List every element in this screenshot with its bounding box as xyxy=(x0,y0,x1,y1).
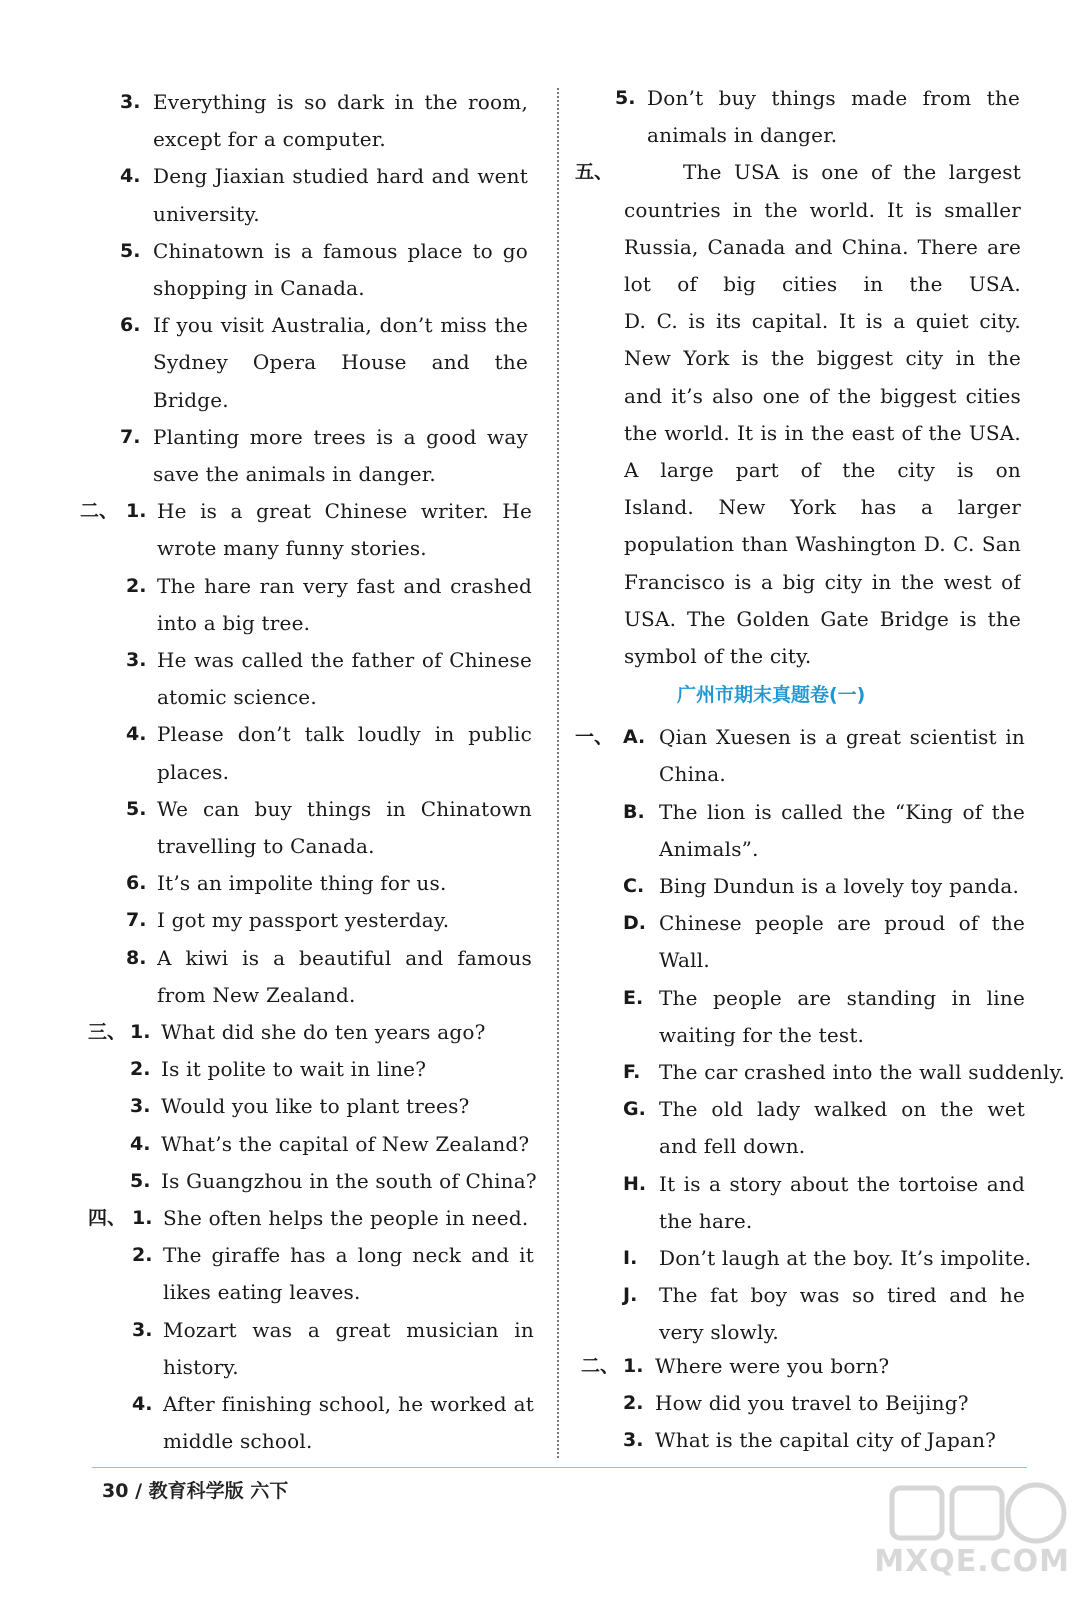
footer-rule xyxy=(92,1467,1027,1468)
section-label: 五、 xyxy=(575,161,614,184)
answer-line: If you visit Australia, don’t miss the xyxy=(153,313,528,338)
answer-line: wrote many funny stories. xyxy=(157,536,427,561)
answer-line: What did she do ten years ago? xyxy=(161,1020,486,1044)
answer-line: After finishing school, he worked at xyxy=(163,1392,534,1416)
answer-line: We can buy things in Chinatown xyxy=(157,796,532,821)
item-number: 5. xyxy=(120,239,141,262)
passage-line: Russia, Canada and China. There are xyxy=(624,234,1021,259)
item-number: 1. xyxy=(126,500,147,523)
item-number: 2. xyxy=(623,1392,644,1415)
answer-line: Please don’t talk loudly in public xyxy=(157,722,532,747)
section-label: 三、 xyxy=(88,1021,127,1043)
passage-line: the world. It is in the east of the USA. xyxy=(624,420,1021,445)
item-number: 3. xyxy=(126,649,147,671)
answer-line: the hare. xyxy=(659,1208,753,1233)
answer-line: likes eating leaves. xyxy=(163,1280,361,1305)
item-number: C. xyxy=(623,875,645,897)
answer-line: The lion is called the “King of the xyxy=(659,799,1025,824)
answer-line: Bridge. xyxy=(153,387,229,412)
item-number: 4. xyxy=(130,1132,151,1155)
grade-label: 六下 xyxy=(250,1480,289,1502)
answer-line: Everything is so dark in the room, xyxy=(153,90,528,114)
item-number: 6. xyxy=(120,314,141,337)
passage-line: USA. The Golden Gate Bridge is the xyxy=(624,606,1021,631)
item-number: G. xyxy=(623,1098,646,1121)
passage-line: Francisco is a big city in the west of xyxy=(624,569,1021,594)
answer-line: Is Guangzhou in the south of China? xyxy=(161,1168,537,1193)
answer-line: Deng Jiaxian studied hard and went xyxy=(153,164,528,189)
answer-line: Where were you born? xyxy=(655,1353,890,1378)
item-number: 6. xyxy=(126,872,147,895)
passage-line: lot of big cities in the USA. xyxy=(624,272,1021,296)
passage-line: Island. New York has a larger xyxy=(624,495,1021,520)
passage-line: countries in the world. It is smaller xyxy=(624,197,1021,222)
answer-line: She often helps the people in need. xyxy=(163,1206,529,1230)
answer-line: Don’t laugh at the boy. It’s impolite. xyxy=(659,1246,1032,1270)
answer-line: The hare ran very fast and crashed xyxy=(157,573,532,598)
answer-line: Is it polite to wait in line? xyxy=(161,1057,427,1082)
answer-line: China. xyxy=(659,762,726,787)
section-label: 一、 xyxy=(575,726,614,749)
section-label: 四、 xyxy=(88,1207,127,1229)
answer-line: very slowly. xyxy=(659,1320,779,1345)
answer-line: shopping in Canada. xyxy=(153,276,365,300)
exam-title: 广州市期末真题卷(一) xyxy=(677,684,866,707)
item-number: 1. xyxy=(623,1354,644,1377)
item-number: 4. xyxy=(126,723,147,746)
answer-line: Planting more trees is a good way xyxy=(153,424,528,449)
item-number: 3. xyxy=(132,1318,153,1341)
passage-line: A large part of the city is on xyxy=(624,458,1021,482)
answer-line: Would you like to plant trees? xyxy=(161,1094,470,1119)
item-number: 3. xyxy=(623,1429,644,1452)
answer-line: except for a computer. xyxy=(153,127,386,152)
answer-line: waiting for the test. xyxy=(659,1022,865,1047)
answer-line: Wall. xyxy=(659,948,710,973)
item-number: 2. xyxy=(126,574,147,597)
item-number: 4. xyxy=(132,1393,153,1415)
answer-line: university. xyxy=(153,201,260,226)
answer-line: The giraffe has a long neck and it xyxy=(163,1243,534,1268)
answer-line: from New Zealand. xyxy=(157,982,356,1007)
answer-line: Bing Dundun is a lovely toy panda. xyxy=(659,874,1020,898)
item-number: 1. xyxy=(130,1021,151,1043)
item-number: H. xyxy=(623,1172,647,1195)
item-number: I. xyxy=(623,1247,638,1269)
item-number: 2. xyxy=(130,1058,151,1081)
answer-line: middle school. xyxy=(163,1429,313,1454)
answer-line: Mozart was a great musician in xyxy=(163,1317,534,1342)
column-divider xyxy=(557,88,559,1458)
item-number: 2. xyxy=(132,1244,153,1267)
page-footer xyxy=(102,1474,288,1508)
answer-line: How did you travel to Beijing? xyxy=(655,1391,969,1416)
item-number: E. xyxy=(623,986,644,1009)
answer-line: I got my passport yesterday. xyxy=(157,908,450,933)
item-number: D. xyxy=(623,912,646,935)
answer-line: The old lady walked on the wet xyxy=(659,1097,1025,1122)
answer-line: A kiwi is a beautiful and famous xyxy=(157,945,532,970)
passage-line: and it’s also one of the biggest cities xyxy=(624,383,1021,408)
answer-line: Sydney Opera House and the xyxy=(153,350,528,375)
answer-line: and fell down. xyxy=(659,1134,806,1159)
answer-line: It’s an impolite thing for us. xyxy=(157,871,447,896)
item-number: 4. xyxy=(120,165,141,188)
item-number: 5. xyxy=(130,1169,151,1192)
section-label: 二、 xyxy=(80,500,119,523)
answer-line: The people are standing in line xyxy=(659,985,1025,1010)
answer-line: Don’t buy things made from the xyxy=(647,86,1020,110)
passage-line: D. C. is its capital. It is a quiet city. xyxy=(624,309,1021,334)
item-number: 7. xyxy=(126,909,147,932)
answer-line: Chinese people are proud of the xyxy=(659,911,1025,936)
item-number: B. xyxy=(623,800,645,823)
answer-line: It is a story about the tortoise and xyxy=(659,1171,1025,1196)
answer-line: atomic science. xyxy=(157,685,317,710)
item-number: 5. xyxy=(615,87,636,109)
answer-line: Qian Xuesen is a great scientist in xyxy=(659,725,1025,750)
footer-separator: / xyxy=(135,1480,143,1502)
watermark-site: MXQE.COM xyxy=(874,1544,1070,1579)
publisher-edition: 教育科学版 xyxy=(148,1480,244,1502)
answer-line: history. xyxy=(163,1354,239,1379)
answer-line: Chinatown is a famous place to go xyxy=(153,238,528,263)
item-number: J. xyxy=(623,1284,638,1307)
answer-line: travelling to Canada. xyxy=(157,834,375,858)
item-number: F. xyxy=(623,1061,641,1083)
item-number: A. xyxy=(623,726,646,749)
item-number: 1. xyxy=(132,1207,153,1229)
passage-line: New York is the biggest city in the xyxy=(624,346,1021,371)
page-number: 30 xyxy=(102,1480,129,1502)
answer-line: save the animals in danger. xyxy=(153,462,436,486)
answer-line: What is the capital city of Japan? xyxy=(655,1428,997,1453)
answer-line: Animals”. xyxy=(659,836,759,861)
passage-line: symbol of the city. xyxy=(624,644,812,668)
item-number: 7. xyxy=(120,425,141,448)
answer-line: He was called the father of Chinese xyxy=(157,648,532,672)
item-number: 8. xyxy=(126,946,147,969)
passage-line: The USA is one of the largest xyxy=(683,160,1021,185)
answer-line: animals in danger. xyxy=(647,123,838,148)
answer-line: into a big tree. xyxy=(157,610,311,635)
answer-line: The fat boy was so tired and he xyxy=(659,1283,1025,1308)
item-number: 3. xyxy=(120,91,141,113)
passage-line: population than Washington D. C. San xyxy=(624,532,1021,557)
answer-line: places. xyxy=(157,759,230,784)
answer-line: The car crashed into the wall suddenly. xyxy=(659,1060,1065,1084)
answer-line: What’s the capital of New Zealand? xyxy=(161,1131,530,1156)
answer-line: He is a great Chinese writer. He xyxy=(157,499,532,524)
item-number: 3. xyxy=(130,1095,151,1118)
item-number: 5. xyxy=(126,797,147,820)
section-label: 二、 xyxy=(581,1354,620,1377)
